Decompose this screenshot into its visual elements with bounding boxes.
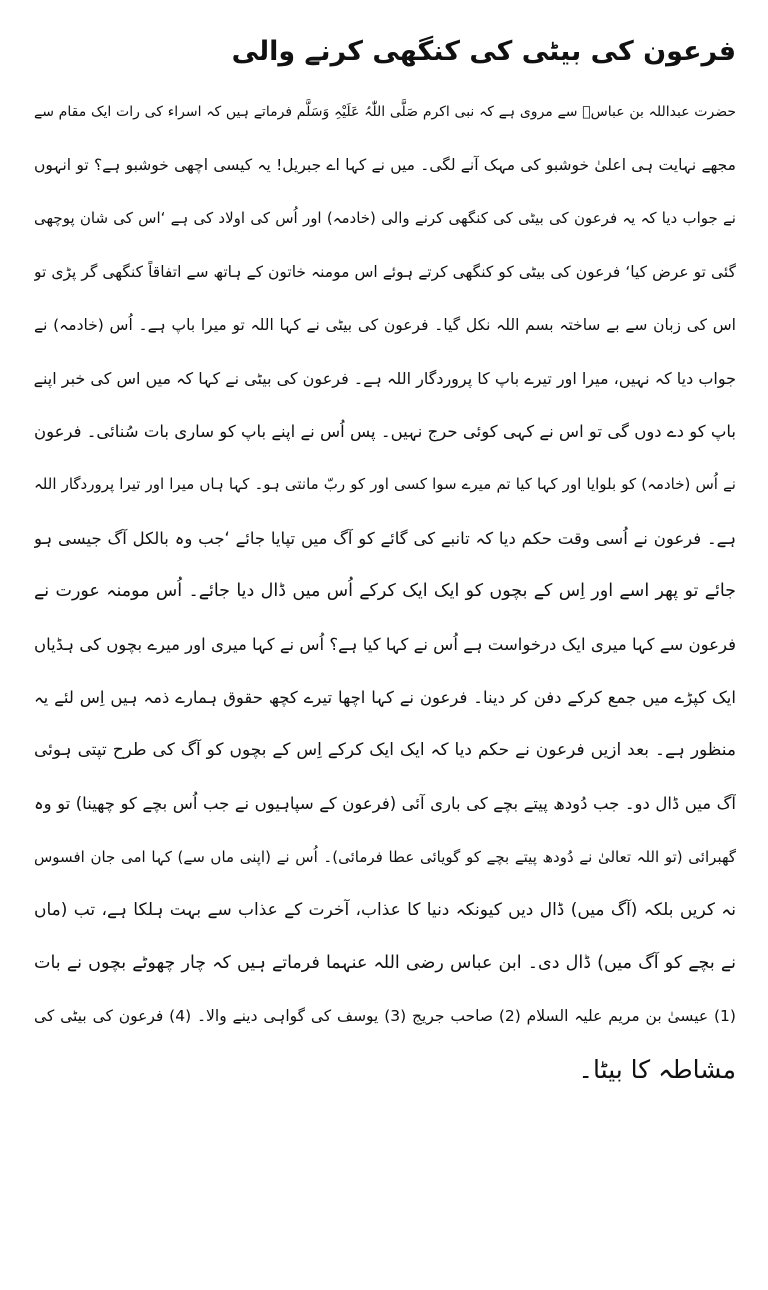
article-line: نے بچے کو آگ میں) ڈال دی۔ ابن عباس رضی اللہ عنہما فرماتے ہیں کہ چار چھوٹے بچوں نے بات <box>34 953 736 973</box>
article-line: ہے۔ فرعون نے اُسی وقت حکم دیا کہ تانبے کی گائے کو آگ میں تپایا جائے ‘جب وہ بالکل آگ جیسی ہو <box>34 528 736 548</box>
article-line-last: مشاطہ کا بیٹا۔ <box>578 1055 736 1085</box>
article-line: مجھے نہایت ہی اعلیٰ خوشبو کی مہک آنے لگی۔ میں نے کہا اے جبریل! یہ کیسی اچھی خوشبو ہے؟ تو انہوں <box>34 156 736 175</box>
article-line: (1) عیسیٰ بن مریم علیہ السلام (2) صاحب جریج (3) یوسف کی گواہی دینے والا۔ (4) فرعون کی بیٹی کی <box>34 1007 736 1026</box>
article-line: فرعون سے کہا میری ایک درخواست ہے اُس نے کہا کیا ہے؟ اُس نے کہا میری اور میرے بچوں کی ہڈیاں <box>34 634 736 654</box>
article-line: منظور ہے۔ بعد ازیں فرعون نے حکم دیا کہ ایک ایک کرکے اِس کے بچوں کو آگ کی طرح تپتی ہوئی <box>34 740 736 761</box>
article-line: گئی تو عرض کیا‘ فرعون کی بیٹی کو کنگھی کرتے ہوئے اس مومنہ خاتون کے ہاتھ سے اتفاقاً کنگھی گر پڑی تو <box>34 262 736 281</box>
article-line: نہ کریں بلکہ (آگ میں) ڈال دیں کیونکہ دنیا کا عذاب، آخرت کے عذاب سے بہت ہلکا ہے، تب (ماں <box>34 899 736 920</box>
article-body <box>34 86 736 1097</box>
article-line: ایک کپڑے میں جمع کرکے دفن کر دینا۔ فرعون نے کہا اچھا تیرے کچھ حقوق ہمارے ذمہ ہیں اِس لئے یہ <box>34 688 736 708</box>
article-line: جائے تو پھر اسے اور اِس کے بچوں کو ایک ایک کرکے اُس میں ڈال دیا جائے۔ اُس مومنہ عورت نے <box>34 580 736 601</box>
article-line: باپ کو دے دوں گی تو اس نے کہی کوئی حرج نہیں۔ پس اُس نے اپنے باپ کو ساری بات سُنائی۔ فرعون <box>34 422 736 442</box>
article-line: نے جواب دیا کہ یہ فرعون کی بیٹی کی کنگھی کرنے والی (خادمہ) اور اُس کی اولاد کی ہے ‘اس کی شان پوچھی <box>34 209 736 228</box>
article-line: حضرت عبداللہ بن عباسؓ سے مروی ہے کہ نبی اکرم صَلَّی اللّٰہُ عَلَیْہِ وَسَلَّم فرماتے ہیں کہ اسراء کی رات ایک مقام سے <box>34 104 736 120</box>
article-line: آگ میں ڈال دو۔ جب دُودھ پیتے بچے کی باری آئی (فرعون کے سپاہیوں نے جب اُس بچے کو چھینا) تو وہ <box>34 794 736 814</box>
article-line: اس کی زبان سے بے ساختہ بسم اللہ نکل گیا۔ فرعون کی بیٹی نے کہا اللہ تو میرا باپ ہے۔ اُس (خادمہ) نے <box>34 315 736 334</box>
article-line: جواب دیا کہ نہیں، میرا اور تیرے باپ کا پروردگار اللہ ہے۔ فرعون کی بیٹی نے کہا کہ میں اس کی خبر اپنے <box>34 368 736 388</box>
article-title: فرعون کی بیٹی کی کنگھی کرنے والی <box>231 36 736 67</box>
article-line: نے اُس (خادمہ) کو بلوایا اور کہا کیا تم میرے سوا کسی اور کو ربّ مانتی ہو۔ کہا ہاں میرا اور تیرا پروردگار اللہ <box>34 475 736 494</box>
article-line: گھبرائی (تو اللہ تعالیٰ نے دُودھ پیتے بچے کو گویائی عطا فرمائی)۔ اُس نے (اپنی ماں سے) کہا امی جان افسوس <box>34 847 736 866</box>
